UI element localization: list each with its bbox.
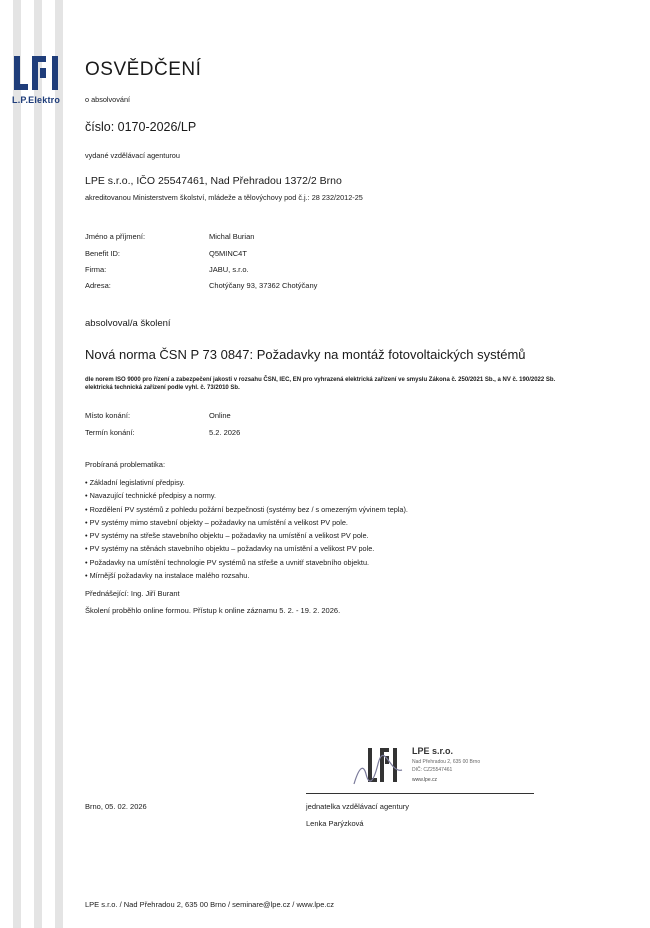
list-item: • Mírnější požadavky na instalace malého rozsahu.: [85, 571, 250, 581]
place-label: Místo konání:: [85, 411, 131, 420]
topics-list: [85, 478, 408, 584]
list-item: • Navazující technické předpisy a normy.: [85, 491, 216, 501]
accreditation: akreditovanou Ministerstvem školství, mládeže a tělovýchovy pod č.j.: 28 232/2012-25: [85, 193, 363, 202]
list-item: • Požadavky na umístění technologie PV systémů na střeše a uvnitř stavebního objektu.: [85, 557, 370, 567]
participant-label: Firma:: [85, 265, 107, 274]
footer-text: LPE s.r.o. / Nad Přehradou 2, 635 00 Brno / seminare@lpe.cz / www.lpe.cz: [85, 900, 334, 909]
stamp-line: DIČ: CZ25547461: [412, 767, 453, 773]
logo-text: L.P.Elektro: [12, 95, 61, 105]
place-value: Online: [209, 411, 231, 420]
list-item: • PV systémy na stěnách stavebního objektu – požadavky na umístění a velikost PV pole.: [85, 544, 375, 554]
date-value: 5.2. 2026: [209, 428, 241, 437]
course-note-line2: elektrická technická zařízení podle vyhl. č. 73/2010 Sb.: [85, 385, 240, 391]
signature-line: [306, 793, 534, 794]
decor-stripe-3: [55, 0, 63, 928]
issued-by-label: vydané vzdělávací agenturou: [85, 151, 180, 160]
participant-label: Benefit ID:: [85, 249, 121, 258]
lecturer: Přednášející: Ing. Jiří Burant: [85, 589, 180, 598]
participant-label: Jméno a příjmení:: [85, 232, 146, 241]
participant-value: Michal Burian: [209, 232, 255, 241]
page-title: OSVĚDČENÍ: [85, 59, 202, 80]
list-item: • PV systémy mimo stavební objekty – požadavky na umístění a velikost PV pole.: [85, 517, 348, 527]
participant-value: Q5MINC4T: [209, 249, 247, 258]
stamp-line: www.lpe.cz: [412, 777, 438, 783]
online-note: Školení proběhlo online formou. Přístup k online záznamu 5. 2. - 19. 2. 2026.: [85, 606, 341, 615]
course-intro: absolvoval/a školení: [85, 318, 171, 329]
list-item: • Rozdělení PV systémů z pohledu požární bezpečnosti (systémy bez / s omezeným vývinem tepla).: [85, 504, 408, 514]
certificate-number: číslo: 0170-2026/LP: [85, 120, 197, 134]
course-note-line1: dle norem ISO 9000 pro řízení a zabezpečení jakosti v rozsahu ČSN, IEC, EN pro vyhrazená elektrická zařízení ve smyslu Zákona č. 250/2021 Sb., a NV č. 190/2022 Sb.: [85, 377, 556, 383]
stamp-company: LPE s.r.o.: [412, 746, 454, 756]
subtitle: o absolvování: [85, 95, 131, 104]
stamp-logo-icon: [350, 744, 410, 792]
course-name: Nová norma ČSN P 73 0847: Požadavky na montáž fotovoltaických systémů: [85, 347, 526, 362]
list-item: • Základní legislativní předpisy.: [85, 478, 185, 487]
topics-heading: Probíraná problematika:: [85, 460, 166, 469]
signatory-name: Lenka Parýzková: [306, 819, 364, 828]
signatory-role: jednatelka vzdělávací agentury: [306, 802, 409, 811]
list-item: • PV systémy na střeše stavebního objektu – požadavky na umístění a velikost PV pole.: [85, 531, 369, 541]
company-stamp: [350, 744, 510, 794]
decor-stripe-2: [34, 0, 42, 928]
stamp-line: Nad Přehradou 2, 635 00 Brno: [412, 759, 481, 765]
participant-value: Chotýčany 93, 37362 Chotýčany: [209, 281, 318, 290]
agency-name: LPE s.r.o., IČO 25547461, Nad Přehradou 1372/2 Brno: [85, 175, 342, 187]
decor-stripe-1: [13, 0, 21, 928]
participant-label: Adresa:: [85, 281, 111, 290]
date-label: Termín konání:: [85, 428, 135, 437]
place-date: Brno, 05. 02. 2026: [85, 802, 147, 811]
participant-value: JABU, s.r.o.: [209, 265, 249, 274]
